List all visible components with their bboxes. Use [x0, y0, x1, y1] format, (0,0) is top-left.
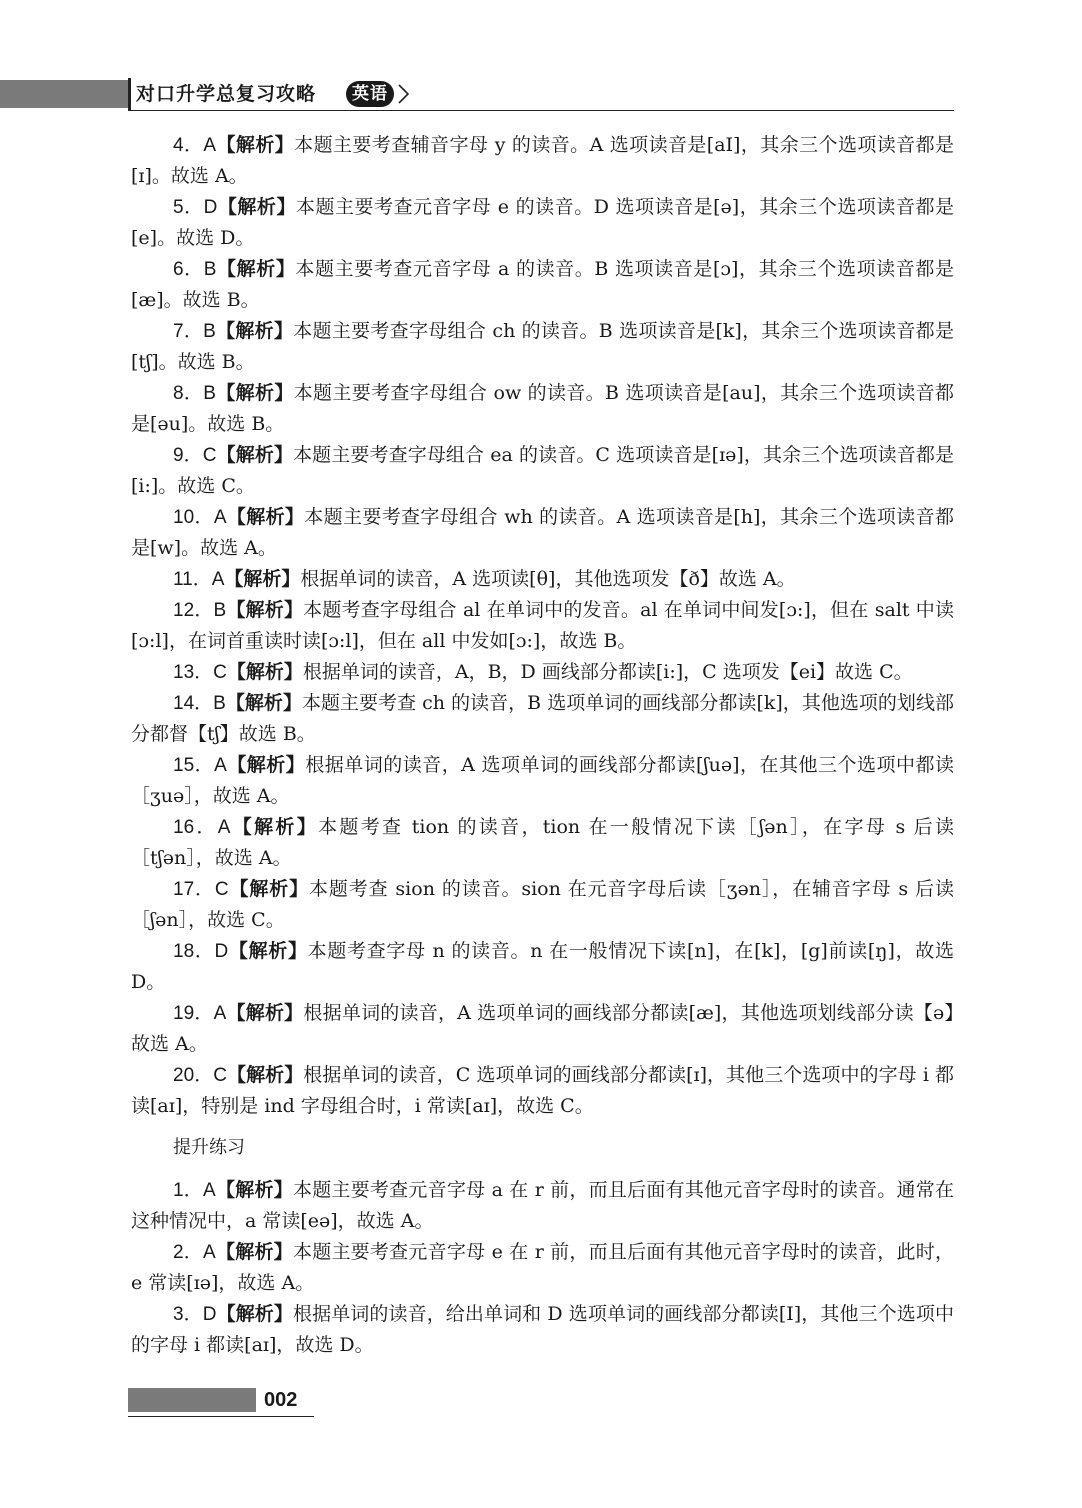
- answer-item: [131, 378, 954, 440]
- answer-list-basic: [131, 130, 954, 1122]
- answer-list-advanced: [131, 1175, 954, 1361]
- answer-number: 8．B: [173, 383, 216, 404]
- answer-explanation: 本题考查字母组合 al 在单词中的发音。al 在单词中间发[ɔ:]，但在 salt 中读[ɔ:l]，在词首重读时读[ɔ:l]，但在 all 中发如[ɔ:]，故选 B。: [131, 599, 954, 652]
- answer-number: 18．D: [173, 941, 229, 962]
- answer-explanation: 根据单词的读音，C 选项单词的画线部分都读[ɪ]，其他三个选项中的字母 i 都读[aɪ]，特别是 ind 字母组合时，i 常读[aɪ]，故选 C。: [131, 1064, 954, 1117]
- answer-item: [131, 564, 954, 595]
- answer-number: 11．A: [173, 569, 225, 590]
- analysis-tag: 【解析】: [215, 1241, 293, 1263]
- answer-explanation: 根据单词的读音，给出单词和 D 选项单词的画线部分都读[I]，其他三个选项中的字母 i 都读[aɪ]，故选 D。: [131, 1303, 954, 1356]
- answer-explanation: 本题主要考查元音字母 a 在 r 前，而且后面有其他元音字母时的读音。通常在这种情况中，a 常读[eə]，故选 A。: [131, 1179, 954, 1232]
- answer-number: 4．A: [173, 135, 217, 156]
- header-subject-badge: 英语: [346, 81, 394, 107]
- answer-item: [131, 192, 954, 254]
- answer-item: [131, 750, 954, 812]
- analysis-tag: 【解析】: [226, 1002, 304, 1024]
- answer-explanation: 本题考查字母 n 的读音。n 在一般情况下读[n]，在[k]，[g]前读[ŋ]，故选 D。: [131, 940, 954, 993]
- answer-item: [131, 688, 954, 750]
- answer-item: [131, 998, 954, 1060]
- answer-number: 16．A: [173, 817, 231, 838]
- analysis-tag: 【解析】: [215, 382, 294, 404]
- answer-number: 10．A: [173, 507, 227, 528]
- answer-number: 13．C: [173, 662, 227, 683]
- answer-number: 7．B: [173, 321, 216, 342]
- analysis-tag: 【解析】: [226, 506, 305, 528]
- header-rule: [128, 110, 954, 111]
- analysis-tag: 【解析】: [230, 816, 319, 838]
- answer-item: [131, 936, 954, 998]
- answer-explanation: 本题主要考查元音字母 e 在 r 前，而且后面有其他元音字母时的读音，此时，e 常读[ɪə]，故选 A。: [131, 1241, 954, 1294]
- answer-content: [131, 130, 954, 1361]
- analysis-tag: 【解析】: [226, 599, 304, 621]
- answer-explanation: 本题主要考查 ch 的读音，B 选项单词的画线部分都读[k]，其他选项的划线部分都督【tʃ】故选 B。: [131, 692, 954, 745]
- header-separator: [128, 78, 131, 110]
- answer-explanation: 本题主要考查元音字母 a 的读音。B 选项读音是[ɔ]，其余三个选项读音都是[æ]。故选 B。: [131, 258, 954, 311]
- answer-explanation: 本题考查 tion 的读音，tion 在一般情况下读［ʃən］，在字母 s 后读［tʃən］，故选 A。: [131, 816, 954, 869]
- analysis-tag: 【解析】: [216, 1303, 293, 1325]
- answer-item: [131, 440, 954, 502]
- analysis-tag: 【解析】: [226, 1064, 304, 1086]
- answer-item: [131, 254, 954, 316]
- answer-item: [131, 874, 954, 936]
- analysis-tag: 【解析】: [228, 940, 308, 962]
- answer-item: [131, 812, 954, 874]
- analysis-tag: 【解析】: [215, 1179, 293, 1201]
- analysis-tag: 【解析】: [226, 754, 306, 776]
- answer-explanation: 本题考查 sion 的读音。sion 在元音字母后读［ʒən］，在辅音字母 s 后读［ʃən］，故选 C。: [131, 878, 954, 931]
- answer-number: 1．A: [173, 1180, 216, 1201]
- answer-item: [131, 1237, 954, 1299]
- answer-explanation: 本题主要考查字母组合 ow 的读音。B 选项读音是[au]，其余三个选项读音都是[əu]。故选 B。: [131, 382, 954, 435]
- answer-explanation: 本题主要考查元音字母 e 的读音。D 选项读音是[ə]，其余三个选项读音都是[e]。故选 D。: [131, 196, 954, 249]
- chevron-right-icon: [398, 84, 410, 104]
- answer-number: 9．C: [173, 445, 217, 466]
- page-number: 002: [264, 1389, 298, 1411]
- answer-explanation: 本题主要考查字母组合 wh 的读音。A 选项读音是[h]，其余三个选项读音都是[w]。故选 A。: [131, 506, 954, 559]
- answer-item: [131, 595, 954, 657]
- answer-number: 2．A: [173, 1242, 216, 1263]
- answer-item: [131, 1299, 954, 1361]
- footer-gray-bar: [128, 1388, 256, 1412]
- header-gray-bar: [0, 80, 128, 108]
- footer-rule: [128, 1416, 314, 1417]
- analysis-tag: 【解析】: [228, 878, 309, 900]
- section-title: 提升练习: [173, 1137, 245, 1158]
- answer-explanation: 根据单词的读音，A 选项单词的画线部分都读[æ]，其他选项划线部分读【ə】故选 A。: [131, 1002, 954, 1055]
- answer-item: [131, 1175, 954, 1237]
- answer-number: 5．D: [173, 197, 218, 218]
- analysis-tag: 【解析】: [226, 661, 303, 683]
- answer-explanation: 本题主要考查字母组合 ea 的读音。C 选项读音是[ɪə]，其余三个选项读音都是[i:]。故选 C。: [131, 444, 954, 497]
- answer-number: 17．C: [173, 879, 229, 900]
- answer-explanation: 根据单词的读音，A 选项读[θ]，其他选项发【ð】故选 A。: [300, 568, 796, 590]
- header-title: 对口升学总复习攻略: [136, 83, 317, 105]
- analysis-tag: 【解析】: [216, 444, 294, 466]
- analysis-tag: 【解析】: [216, 258, 296, 280]
- answer-explanation: 本题主要考查辅音字母 y 的读音。A 选项读音是[aI]，其余三个选项读音都是[ɪ]。故选 A。: [131, 134, 955, 187]
- answer-number: 3．D: [173, 1304, 217, 1325]
- answer-item: [131, 502, 954, 564]
- analysis-tag: 【解析】: [215, 320, 294, 342]
- answer-item: [131, 657, 954, 688]
- analysis-tag: 【解析】: [225, 692, 302, 714]
- answer-explanation: 本题主要考查字母组合 ch 的读音。B 选项读音是[k]，其余三个选项读音都是[tʃ]。故选 B。: [131, 320, 954, 373]
- answer-number: 20．C: [173, 1065, 227, 1086]
- answer-item: [131, 130, 954, 192]
- answer-number: 19．A: [173, 1003, 227, 1024]
- answer-explanation: 根据单词的读音，A 选项单词的画线部分都读[ʃuə]，在其他三个选项中都读［ʒuə］，故选 A。: [131, 754, 954, 807]
- answer-number: 15．A: [173, 755, 227, 776]
- analysis-tag: 【解析】: [216, 134, 295, 156]
- answer-number: 12．B: [173, 600, 227, 621]
- answer-explanation: 根据单词的读音，A，B，D 画线部分都读[i:]，C 选项发【ei】故选 C。: [302, 661, 913, 683]
- answer-number: 6．B: [173, 259, 217, 280]
- analysis-tag: 【解析】: [224, 568, 301, 590]
- answer-item: [131, 316, 954, 378]
- answer-item: [131, 1060, 954, 1122]
- analysis-tag: 【解析】: [217, 196, 296, 218]
- answer-number: 14．B: [173, 693, 226, 714]
